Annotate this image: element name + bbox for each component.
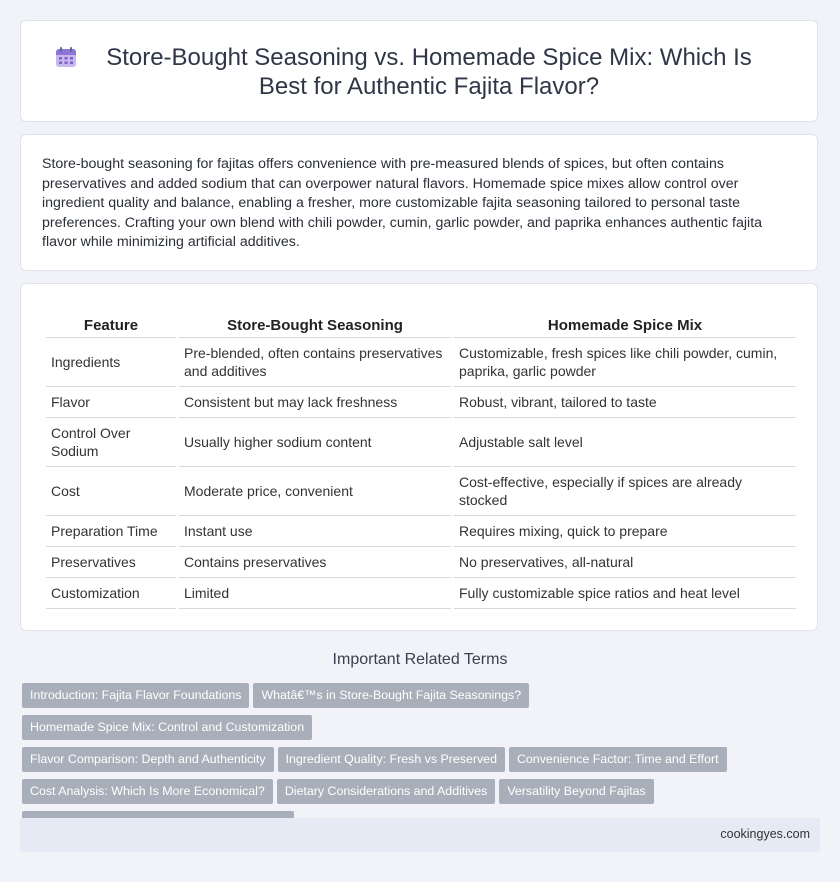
related-term-tag[interactable]: Flavor Comparison: Depth and Authenticity bbox=[22, 747, 274, 772]
homemade-cell: Requires mixing, quick to prepare bbox=[454, 516, 796, 547]
header-homemade: Homemade Spice Mix bbox=[454, 316, 796, 338]
table-row bbox=[46, 338, 796, 387]
table-row bbox=[46, 516, 796, 547]
homemade-cell: Adjustable salt level bbox=[454, 418, 796, 467]
feature-cell: Control Over Sodium bbox=[46, 418, 176, 467]
feature-cell: Preparation Time bbox=[46, 516, 176, 547]
homemade-cell: Cost-effective, especially if spices are already stocked bbox=[454, 467, 796, 516]
footer-site-link[interactable]: cookingyes.com bbox=[720, 827, 810, 841]
store-bought-cell: Moderate price, convenient bbox=[179, 467, 451, 516]
related-term-tag[interactable]: Introduction: Fajita Flavor Foundations bbox=[22, 683, 249, 708]
feature-cell: Ingredients bbox=[46, 338, 176, 387]
store-bought-cell: Contains preservatives bbox=[179, 547, 451, 578]
title-card bbox=[20, 20, 818, 122]
homemade-cell: Customizable, fresh spices like chili powder, cumin, paprika, garlic powder bbox=[454, 338, 796, 387]
store-bought-cell: Consistent but may lack freshness bbox=[179, 387, 451, 418]
store-bought-cell: Usually higher sodium content bbox=[179, 418, 451, 467]
page-title: Store-Bought Seasoning vs. Homemade Spice Mix: Which Is Best for Authentic Fajita Flavor? bbox=[106, 44, 752, 100]
table-row bbox=[46, 387, 796, 418]
footer bbox=[20, 818, 820, 852]
related-term-tag[interactable]: Homemade Spice Mix: Control and Customization bbox=[22, 715, 312, 740]
feature-cell: Preservatives bbox=[46, 547, 176, 578]
related-term-tag[interactable]: Versatility Beyond Fajitas bbox=[499, 779, 653, 804]
homemade-cell: No preservatives, all-natural bbox=[454, 547, 796, 578]
related-term-tag[interactable]: Convenience Factor: Time and Effort bbox=[509, 747, 727, 772]
related-term-tag[interactable]: Cost Analysis: Which Is More Economical? bbox=[22, 779, 273, 804]
store-bought-cell: Instant use bbox=[179, 516, 451, 547]
table-row bbox=[46, 467, 796, 516]
related-term-tag[interactable]: Dietary Considerations and Additives bbox=[277, 779, 496, 804]
homemade-cell: Fully customizable spice ratios and heat level bbox=[454, 578, 796, 609]
table-row bbox=[46, 547, 796, 578]
table-row bbox=[46, 578, 796, 609]
store-bought-cell: Limited bbox=[179, 578, 451, 609]
related-term-tag[interactable]: Ingredient Quality: Fresh vs Preserved bbox=[278, 747, 505, 772]
comparison-table bbox=[43, 316, 799, 609]
intro-paragraph: Store-bought seasoning for fajitas offers convenience with pre-measured blends of spices, but often contains preservatives and added sodium that can overpower natural flavors. Homemade spice mixes allow control over ingredient quality and balance, enabling a fresher, more customizable fajita seasoning tailored to personal taste preferences. Crafting your own blend with chili powder, cumin, garlic powder, and paprika enhances authentic fajita flavor while minimizing artificial additives. bbox=[42, 156, 763, 251]
intro-card bbox=[20, 134, 818, 271]
comparison-card bbox=[20, 283, 818, 631]
store-bought-cell: Pre-blended, often contains preservatives and additives bbox=[179, 338, 451, 387]
feature-cell: Customization bbox=[46, 578, 176, 609]
related-term-tag[interactable]: Whatâ€™s in Store-Bought Fajita Seasonings? bbox=[253, 683, 529, 708]
header-feature: Feature bbox=[46, 316, 176, 338]
related-terms-heading: Important Related Terms bbox=[332, 651, 508, 668]
feature-cell: Cost bbox=[46, 467, 176, 516]
header-store-bought: Store-Bought Seasoning bbox=[179, 316, 451, 338]
homemade-cell: Robust, vibrant, tailored to taste bbox=[454, 387, 796, 418]
table-row bbox=[46, 418, 796, 467]
feature-cell: Flavor bbox=[46, 387, 176, 418]
table-header-row bbox=[46, 316, 796, 338]
